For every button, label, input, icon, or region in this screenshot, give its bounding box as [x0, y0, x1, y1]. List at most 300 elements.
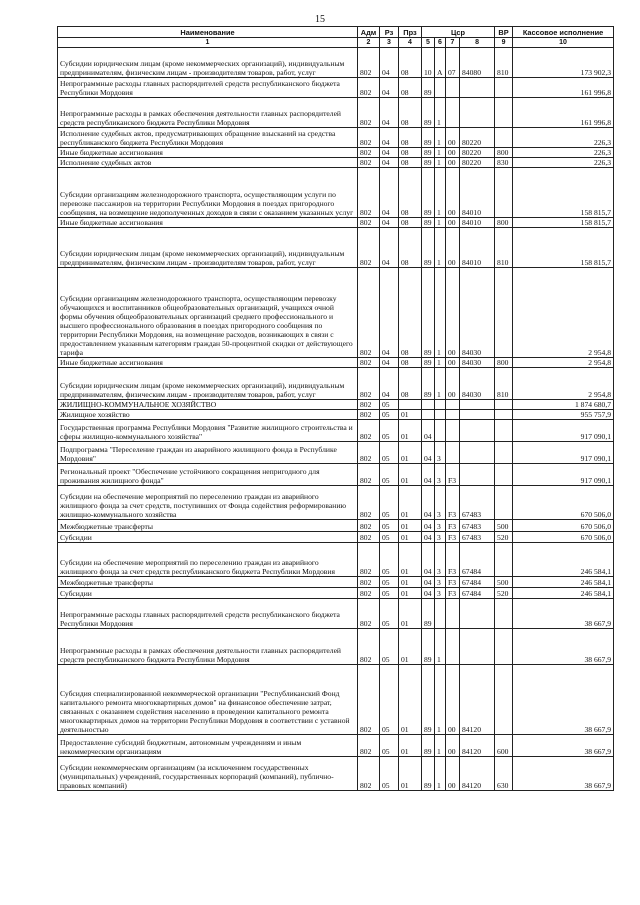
csr-part2-cell	[435, 420, 446, 442]
csr-part4-cell	[460, 400, 495, 410]
amount-cell: 2 954,8	[513, 368, 614, 400]
prz-cell: 08	[399, 98, 422, 128]
table-row	[58, 486, 614, 520]
csr-part4-cell: 84120	[460, 757, 495, 791]
rz-cell: 05	[380, 599, 399, 629]
prz-cell: 08	[399, 268, 422, 358]
csr-part4-cell: 84120	[460, 665, 495, 735]
vr-cell: 810	[495, 368, 513, 400]
name-cell: Субсидии на обеспечение мероприятий по переселению граждан из аварийного жилищного фонда за счет средств республиканского бюджета Республики Мордовия	[58, 543, 358, 577]
amount-cell: 670 506,0	[513, 486, 614, 520]
name-cell: Предоставление субсидий бюджетным, автономным учреждениям и иным некоммерческим организациям	[58, 735, 358, 757]
csr-part3-cell	[446, 400, 460, 410]
vr-cell	[495, 629, 513, 665]
rz-cell: 04	[380, 228, 399, 268]
prz-cell: 01	[399, 629, 422, 665]
csr-part2-cell: 3	[435, 464, 446, 486]
csr-part2-cell: 1	[435, 218, 446, 228]
prz-cell: 01	[399, 757, 422, 791]
csr-part4-cell	[460, 420, 495, 442]
csr-part1-cell: 89	[422, 168, 435, 218]
csr-part4-cell: 84010	[460, 218, 495, 228]
amount-cell: 2 954,8	[513, 268, 614, 358]
amount-cell: 158 815,7	[513, 218, 614, 228]
name-cell: Субсидии юридическим лицам (кроме некоммерческих организаций), индивидуальным предпринимателям, физическим лицам - производителям товаров, работ, услуг	[58, 48, 358, 78]
csr-part3-cell: 00	[446, 368, 460, 400]
colnum-8: 8	[460, 38, 495, 48]
vr-cell: 500	[495, 520, 513, 532]
amount-cell: 38 667,9	[513, 629, 614, 665]
vr-cell	[495, 665, 513, 735]
csr-part4-cell	[460, 78, 495, 98]
header-prz: Прз	[399, 27, 422, 38]
csr-part4-cell	[460, 410, 495, 420]
adm-cell: 802	[358, 520, 380, 532]
csr-part1-cell: 04	[422, 442, 435, 464]
budget-table	[57, 26, 614, 791]
csr-part1-cell: 89	[422, 358, 435, 368]
table-row	[58, 410, 614, 420]
adm-cell: 802	[358, 735, 380, 757]
csr-part2-cell: 3	[435, 532, 446, 543]
table-row	[58, 577, 614, 588]
csr-part1-cell	[422, 400, 435, 410]
table-row	[58, 735, 614, 757]
rz-cell: 04	[380, 368, 399, 400]
rz-cell: 05	[380, 410, 399, 420]
amount-cell: 38 667,9	[513, 599, 614, 629]
csr-part1-cell: 89	[422, 228, 435, 268]
csr-part4-cell: 84030	[460, 268, 495, 358]
table-row	[58, 98, 614, 128]
header-rz: Рз	[380, 27, 399, 38]
rz-cell: 05	[380, 400, 399, 410]
vr-cell: 830	[495, 158, 513, 168]
table-row	[58, 665, 614, 735]
table-body	[58, 48, 614, 791]
amount-cell: 226,3	[513, 148, 614, 158]
adm-cell: 802	[358, 486, 380, 520]
csr-part3-cell: 00	[446, 158, 460, 168]
csr-part2-cell: 1	[435, 757, 446, 791]
amount-cell: 246 584,1	[513, 588, 614, 599]
rz-cell: 04	[380, 158, 399, 168]
name-cell: Субсидии организациям железнодорожного транспорта, осуществляющим перевозку обучающихся и воспитанников общеобразовательных организаций, учащихся очной формы обучения общеобразовательных организаций среднего профессионального и высшего профессионального образования в поездах пригородного сообщения по территории Республики Мордовия, на возмещение расходов, возникающих в связи с предоставлением указанным категориям граждан 50-процентной скидки от действующего тарифа	[58, 268, 358, 358]
prz-cell: 08	[399, 358, 422, 368]
prz-cell: 01	[399, 735, 422, 757]
header-vr: ВР	[495, 27, 513, 38]
name-cell: Подпрограмма "Переселение граждан из аварийного жилищного фонда в Республике Мордовия"	[58, 442, 358, 464]
csr-part3-cell: 00	[446, 218, 460, 228]
csr-part2-cell: 1	[435, 358, 446, 368]
csr-part4-cell: 67483	[460, 486, 495, 520]
colnum-7: 7	[446, 38, 460, 48]
csr-part2-cell: 3	[435, 486, 446, 520]
csr-part2-cell	[435, 599, 446, 629]
table-row	[58, 520, 614, 532]
vr-cell	[495, 543, 513, 577]
csr-part3-cell	[446, 442, 460, 464]
csr-part1-cell	[422, 410, 435, 420]
name-cell: Иные бюджетные ассигнования	[58, 218, 358, 228]
csr-part3-cell	[446, 410, 460, 420]
csr-part4-cell: 84030	[460, 358, 495, 368]
csr-part3-cell: 00	[446, 228, 460, 268]
csr-part2-cell: 1	[435, 158, 446, 168]
name-cell: Иные бюджетные ассигнования	[58, 148, 358, 158]
rz-cell: 05	[380, 420, 399, 442]
table-row	[58, 48, 614, 78]
vr-cell: 630	[495, 757, 513, 791]
amount-cell: 917 090,1	[513, 442, 614, 464]
colnum-10: 10	[513, 38, 614, 48]
vr-cell	[495, 442, 513, 464]
csr-part1-cell: 04	[422, 464, 435, 486]
adm-cell: 802	[358, 78, 380, 98]
adm-cell: 802	[358, 268, 380, 358]
csr-part4-cell: 80220	[460, 148, 495, 158]
amount-cell: 173 902,3	[513, 48, 614, 78]
table-row	[58, 599, 614, 629]
adm-cell: 802	[358, 98, 380, 128]
name-cell: Жилищное хозяйство	[58, 410, 358, 420]
name-cell: Непрограммные расходы главных распорядителей средств республиканского бюджета Республики Мордовия	[58, 78, 358, 98]
csr-part1-cell: 89	[422, 665, 435, 735]
prz-cell: 08	[399, 228, 422, 268]
vr-cell: 800	[495, 218, 513, 228]
csr-part3-cell	[446, 629, 460, 665]
csr-part3-cell: 00	[446, 148, 460, 158]
prz-cell	[399, 400, 422, 410]
csr-part4-cell: 84080	[460, 48, 495, 78]
csr-part2-cell: 3	[435, 442, 446, 464]
prz-cell: 01	[399, 420, 422, 442]
adm-cell: 802	[358, 368, 380, 400]
name-cell: Исполнение судебных актов	[58, 158, 358, 168]
name-cell: Субсидии на обеспечение мероприятий по переселению граждан из аварийного жилищного фонда за счет средств, поступивших от Фонда содействия реформированию жилищно-коммунального хозяйства	[58, 486, 358, 520]
prz-cell: 08	[399, 158, 422, 168]
rz-cell: 04	[380, 268, 399, 358]
vr-cell	[495, 98, 513, 128]
csr-part1-cell: 89	[422, 268, 435, 358]
adm-cell: 802	[358, 148, 380, 158]
amount-cell: 38 667,9	[513, 665, 614, 735]
adm-cell: 802	[358, 228, 380, 268]
csr-part2-cell: 1	[435, 368, 446, 400]
rz-cell: 05	[380, 442, 399, 464]
table-row	[58, 168, 614, 218]
name-cell: Межбюджетные трансферты	[58, 577, 358, 588]
prz-cell: 08	[399, 148, 422, 158]
colnum-5: 5	[422, 38, 435, 48]
name-cell: Исполнение судебных актов, предусматривающих обращение взысканий на средства республиканского бюджета Республики Мордовия	[58, 128, 358, 148]
table-row	[58, 228, 614, 268]
csr-part1-cell: 89	[422, 599, 435, 629]
csr-part3-cell: 00	[446, 168, 460, 218]
table-row	[58, 158, 614, 168]
table-row	[58, 629, 614, 665]
amount-cell: 2 954,8	[513, 358, 614, 368]
adm-cell: 802	[358, 757, 380, 791]
table-row	[58, 420, 614, 442]
csr-part1-cell: 89	[422, 148, 435, 158]
csr-part4-cell: 80220	[460, 128, 495, 148]
vr-cell: 800	[495, 358, 513, 368]
table-row	[58, 532, 614, 543]
csr-part3-cell: 00	[446, 358, 460, 368]
csr-part2-cell: 1	[435, 98, 446, 128]
csr-part3-cell: 00	[446, 735, 460, 757]
csr-part3-cell: F3	[446, 464, 460, 486]
name-cell: Непрограммные расходы в рамках обеспечения деятельности главных распорядителей средств республиканского бюджета Республики Мордовия	[58, 629, 358, 665]
table-row	[58, 757, 614, 791]
csr-part1-cell: 89	[422, 218, 435, 228]
rz-cell: 05	[380, 757, 399, 791]
prz-cell: 08	[399, 128, 422, 148]
prz-cell: 08	[399, 168, 422, 218]
rz-cell: 04	[380, 98, 399, 128]
amount-cell: 917 090,1	[513, 464, 614, 486]
name-cell: Региональный проект "Обеспечение устойчивого сокращения непригодного для проживания жилищного фонда"	[58, 464, 358, 486]
amount-cell: 246 584,1	[513, 543, 614, 577]
name-cell: Субсидии организациям железнодорожного транспорта, осуществляющим услуги по перевозке пассажиров на территории Республики Мордовия в поездах пригородного сообщения, на возмещение недополученных доходов в связи с оказанием указанных услуг	[58, 168, 358, 218]
csr-part3-cell: F3	[446, 532, 460, 543]
adm-cell: 802	[358, 218, 380, 228]
header-row	[58, 27, 614, 38]
csr-part1-cell: 10	[422, 48, 435, 78]
csr-part2-cell: 1	[435, 268, 446, 358]
csr-part2-cell	[435, 400, 446, 410]
csr-part3-cell: F3	[446, 486, 460, 520]
name-cell: Непрограммные расходы главных распорядителей средств республиканского бюджета Республики Мордовия	[58, 599, 358, 629]
rz-cell: 05	[380, 486, 399, 520]
adm-cell: 802	[358, 168, 380, 218]
vr-cell: 520	[495, 588, 513, 599]
vr-cell: 520	[495, 532, 513, 543]
vr-cell	[495, 268, 513, 358]
amount-cell: 38 667,9	[513, 757, 614, 791]
csr-part2-cell: 3	[435, 588, 446, 599]
csr-part3-cell	[446, 78, 460, 98]
prz-cell: 01	[399, 520, 422, 532]
rz-cell: 04	[380, 218, 399, 228]
table-row	[58, 148, 614, 158]
prz-cell: 01	[399, 532, 422, 543]
adm-cell: 802	[358, 442, 380, 464]
rz-cell: 05	[380, 532, 399, 543]
name-cell: Субсидии некоммерческим организациям (за исключением государственных (муниципальных) учреждений, государственных корпораций (компаний), публично-правовых компаний)	[58, 757, 358, 791]
table-row	[58, 128, 614, 148]
amount-cell: 226,3	[513, 128, 614, 148]
adm-cell: 802	[358, 629, 380, 665]
csr-part3-cell: F3	[446, 543, 460, 577]
rz-cell: 04	[380, 78, 399, 98]
csr-part1-cell: 89	[422, 368, 435, 400]
vr-cell: 600	[495, 735, 513, 757]
csr-part2-cell: 1	[435, 665, 446, 735]
table-row	[58, 543, 614, 577]
prz-cell: 01	[399, 464, 422, 486]
amount-cell: 161 996,8	[513, 78, 614, 98]
table-row	[58, 442, 614, 464]
csr-part4-cell	[460, 629, 495, 665]
header-adm: Адм	[358, 27, 380, 38]
csr-part1-cell: 04	[422, 420, 435, 442]
table-row	[58, 218, 614, 228]
csr-part1-cell: 89	[422, 98, 435, 128]
csr-part2-cell: 1	[435, 168, 446, 218]
amount-cell: 917 090,1	[513, 420, 614, 442]
vr-cell	[495, 599, 513, 629]
csr-part3-cell: 07	[446, 48, 460, 78]
page-number: 15	[315, 14, 325, 25]
csr-part4-cell: 67483	[460, 532, 495, 543]
table-row	[58, 358, 614, 368]
table-row	[58, 588, 614, 599]
csr-part2-cell: 1	[435, 735, 446, 757]
csr-part1-cell: 89	[422, 128, 435, 148]
csr-part1-cell: 04	[422, 532, 435, 543]
amount-cell: 246 584,1	[513, 577, 614, 588]
rz-cell: 05	[380, 588, 399, 599]
adm-cell: 802	[358, 543, 380, 577]
prz-cell: 08	[399, 78, 422, 98]
name-cell: Иные бюджетные ассигнования	[58, 358, 358, 368]
name-cell: Межбюджетные трансферты	[58, 520, 358, 532]
csr-part4-cell: 67483	[460, 520, 495, 532]
prz-cell: 08	[399, 368, 422, 400]
rz-cell: 04	[380, 148, 399, 158]
csr-part3-cell	[446, 98, 460, 128]
csr-part1-cell: 04	[422, 588, 435, 599]
csr-part1-cell: 04	[422, 486, 435, 520]
csr-part4-cell	[460, 98, 495, 128]
adm-cell: 802	[358, 158, 380, 168]
csr-part4-cell: 84030	[460, 368, 495, 400]
vr-cell	[495, 410, 513, 420]
prz-cell: 01	[399, 442, 422, 464]
vr-cell	[495, 78, 513, 98]
rz-cell: 04	[380, 358, 399, 368]
amount-cell: 670 506,0	[513, 520, 614, 532]
name-cell: Субсидии юридическим лицам (кроме некоммерческих организаций), индивидуальным предпринимателям, физическим лицам - производителям товаров, работ, услуг	[58, 228, 358, 268]
amount-cell: 158 815,7	[513, 228, 614, 268]
csr-part1-cell: 89	[422, 629, 435, 665]
table-row	[58, 368, 614, 400]
adm-cell: 802	[358, 128, 380, 148]
name-cell: Непрограммные расходы в рамках обеспечения деятельности главных распорядителей средств республиканского бюджета Республики Мордовия	[58, 98, 358, 128]
vr-cell	[495, 486, 513, 520]
rz-cell: 05	[380, 464, 399, 486]
csr-part4-cell: 84010	[460, 168, 495, 218]
amount-cell: 670 506,0	[513, 532, 614, 543]
adm-cell: 802	[358, 48, 380, 78]
colnum-1: 1	[58, 38, 358, 48]
csr-part1-cell: 89	[422, 735, 435, 757]
csr-part4-cell: 67484	[460, 543, 495, 577]
amount-cell: 955 757,9	[513, 410, 614, 420]
adm-cell: 802	[358, 665, 380, 735]
prz-cell: 01	[399, 588, 422, 599]
csr-part4-cell	[460, 464, 495, 486]
vr-cell: 800	[495, 148, 513, 158]
amount-cell: 226,3	[513, 158, 614, 168]
amount-cell: 38 667,9	[513, 735, 614, 757]
name-cell: Субсидии	[58, 588, 358, 599]
rz-cell: 05	[380, 665, 399, 735]
adm-cell: 802	[358, 410, 380, 420]
rz-cell: 05	[380, 735, 399, 757]
adm-cell: 802	[358, 400, 380, 410]
csr-part4-cell: 84010	[460, 228, 495, 268]
rz-cell: 05	[380, 577, 399, 588]
header-name: Наименование	[58, 27, 358, 38]
name-cell: ЖИЛИЩНО-КОММУНАЛЬНОЕ ХОЗЯЙСТВО	[58, 400, 358, 410]
csr-part2-cell: 1	[435, 629, 446, 665]
csr-part4-cell	[460, 599, 495, 629]
table-row	[58, 268, 614, 358]
colnum-3: 3	[380, 38, 399, 48]
vr-cell	[495, 464, 513, 486]
csr-part3-cell: F3	[446, 577, 460, 588]
csr-part3-cell: F3	[446, 588, 460, 599]
amount-cell: 161 996,8	[513, 98, 614, 128]
prz-cell: 01	[399, 486, 422, 520]
csr-part1-cell: 89	[422, 158, 435, 168]
csr-part4-cell: 67484	[460, 577, 495, 588]
adm-cell: 802	[358, 420, 380, 442]
adm-cell: 802	[358, 532, 380, 543]
prz-cell: 01	[399, 577, 422, 588]
adm-cell: 802	[358, 588, 380, 599]
prz-cell: 01	[399, 543, 422, 577]
prz-cell: 08	[399, 48, 422, 78]
csr-part1-cell: 89	[422, 78, 435, 98]
csr-part4-cell: 67484	[460, 588, 495, 599]
table-row	[58, 400, 614, 410]
csr-part3-cell: 00	[446, 665, 460, 735]
prz-cell: 01	[399, 665, 422, 735]
name-cell: Государственная программа Республики Мордовия "Развитие жилищного строительства и сферы жилищно-коммунального хозяйства"	[58, 420, 358, 442]
adm-cell: 802	[358, 599, 380, 629]
csr-part4-cell	[460, 442, 495, 464]
colnum-4: 4	[399, 38, 422, 48]
csr-part3-cell: 00	[446, 128, 460, 148]
rz-cell: 04	[380, 48, 399, 78]
csr-part3-cell	[446, 599, 460, 629]
colnum-9: 9	[495, 38, 513, 48]
rz-cell: 05	[380, 543, 399, 577]
header-csr: Цср	[422, 27, 495, 38]
prz-cell: 01	[399, 410, 422, 420]
table-row	[58, 464, 614, 486]
rz-cell: 04	[380, 128, 399, 148]
csr-part2-cell: 3	[435, 520, 446, 532]
csr-part4-cell: 84120	[460, 735, 495, 757]
rz-cell: 05	[380, 520, 399, 532]
csr-part2-cell: А	[435, 48, 446, 78]
adm-cell: 802	[358, 577, 380, 588]
csr-part2-cell: 3	[435, 543, 446, 577]
adm-cell: 802	[358, 358, 380, 368]
csr-part3-cell: 00	[446, 268, 460, 358]
csr-part1-cell: 04	[422, 543, 435, 577]
csr-part1-cell: 04	[422, 520, 435, 532]
column-number-row	[58, 38, 614, 48]
colnum-2: 2	[358, 38, 380, 48]
csr-part2-cell: 1	[435, 148, 446, 158]
amount-cell: 158 815,7	[513, 168, 614, 218]
